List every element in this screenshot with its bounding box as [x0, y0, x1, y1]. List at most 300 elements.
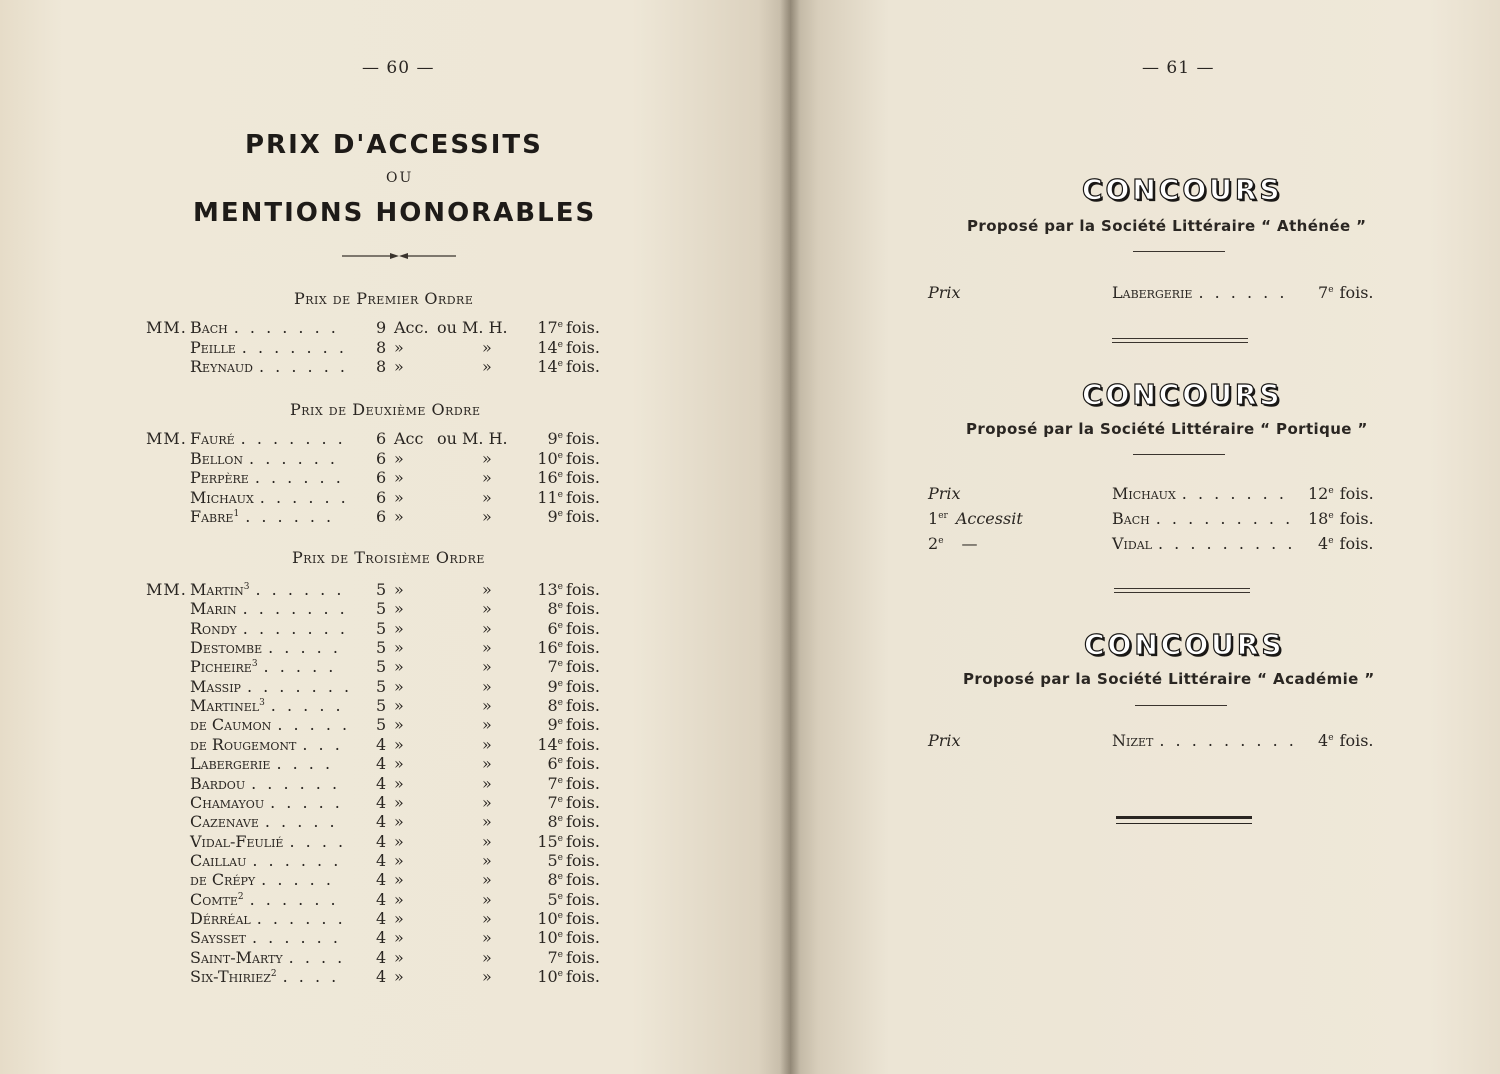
mention-label: » — [482, 908, 492, 928]
leader-dots: . . . . . . . . . — [1155, 509, 1294, 528]
times-count — [547, 870, 563, 889]
fois-label: fois. — [566, 812, 600, 832]
ordinal-suffix: e — [557, 717, 563, 728]
page-number-right: — 61 — — [1142, 58, 1215, 78]
ordinal-suffix: e — [557, 470, 563, 480]
leader-dots: . . . . . . . — [241, 337, 347, 357]
award-rank: 1 — [928, 509, 939, 528]
times-count — [547, 851, 563, 870]
ordinal-suffix: e — [557, 601, 563, 612]
times-count — [537, 909, 563, 928]
accessit-label: » — [394, 947, 404, 967]
table-row — [190, 948, 610, 968]
short-rule — [1133, 251, 1225, 252]
times-count — [547, 812, 563, 831]
times-count — [547, 793, 563, 812]
times-number: 9 — [547, 676, 558, 696]
concours-title: CONCOURS — [1082, 173, 1283, 206]
leader-dots: . . . . . . . — [240, 429, 346, 448]
mention-label: » — [482, 831, 492, 851]
fois-label: fois. — [566, 468, 600, 487]
accessit-label: » — [394, 580, 404, 599]
times-count — [537, 468, 563, 487]
ordinal-suffix: e — [557, 582, 563, 592]
leader-dots: . . . . . . — [245, 507, 335, 526]
fois-label: fois. — [566, 715, 600, 735]
times-count — [537, 928, 563, 947]
times-number: 10 — [537, 908, 558, 928]
person-name: Labergerie — [190, 754, 271, 774]
accessit-count: 4 — [376, 908, 387, 928]
accessit-count: 8 — [376, 337, 387, 357]
table-row — [190, 793, 610, 813]
times-number: 4 — [1318, 731, 1329, 750]
table-row — [190, 696, 610, 716]
accessit-label: » — [394, 850, 404, 870]
accessit-count: 5 — [376, 618, 387, 638]
section-heading-troisieme-ordre: Prix de Troisième Ordre — [292, 548, 485, 567]
fois-label: fois. — [566, 773, 600, 793]
section-heading-deuxieme-ordre: Prix de Deuxième Ordre — [290, 400, 481, 419]
person-name: Fabre — [190, 507, 234, 526]
accessit-count: 4 — [376, 928, 387, 948]
laureate-surname: Michaux — [1112, 484, 1176, 503]
accessit-label: » — [394, 812, 404, 832]
fois-label: fois. — [566, 947, 600, 967]
accessit-label: » — [394, 908, 404, 928]
times-count — [537, 449, 563, 468]
accessit-count: 5 — [376, 638, 387, 658]
ordinal-suffix: e — [557, 320, 563, 330]
person-name: Bellon — [190, 448, 244, 468]
person-name: Comte — [190, 889, 238, 909]
person-name: de Crépy — [190, 870, 256, 890]
ordinal-suffix: e — [557, 949, 563, 960]
times-number: 7 — [547, 792, 558, 812]
times-count — [547, 890, 563, 909]
fois-label: fois. — [1339, 534, 1374, 553]
person-name: Rondy — [190, 618, 237, 638]
accessit-label: » — [394, 337, 404, 357]
times-count — [547, 754, 563, 773]
mm-prefix: MM. — [146, 429, 187, 448]
mention-label: » — [482, 928, 492, 948]
accessit-count: 5 — [376, 580, 387, 599]
footnote-marker: 3 — [251, 659, 258, 670]
accessit-count: 4 — [376, 734, 387, 754]
accessit-count: 4 — [376, 967, 387, 986]
concours-title: CONCOURS — [1084, 628, 1285, 661]
times-number: 14 — [537, 734, 558, 754]
times-number: 10 — [537, 448, 558, 468]
accessit-count: 4 — [376, 947, 387, 967]
accessit-label: » — [394, 831, 404, 851]
times-number: 15 — [537, 831, 558, 851]
leader-dots: . . . . . . . — [246, 676, 353, 696]
ordinal-suffix: e — [557, 509, 563, 519]
award-row — [928, 731, 1398, 753]
ordinal-suffix: e — [557, 891, 563, 902]
accessit-label: Acc. — [394, 318, 429, 337]
times-number: 17 — [537, 318, 558, 337]
times-number: 7 — [547, 947, 558, 967]
person-name: Martin — [190, 580, 244, 599]
accessit-label: » — [394, 357, 404, 376]
times-count — [547, 619, 563, 638]
mention-label: » — [482, 870, 492, 890]
table-row — [190, 967, 610, 987]
concours-proposed-by: Proposé par la Société Littéraire “ Athénée ” — [967, 217, 1367, 235]
person-name: Fauré — [190, 429, 235, 448]
table-row — [190, 832, 610, 852]
fois-label: fois. — [566, 889, 600, 909]
name-with-footnote — [190, 967, 277, 986]
right-page — [790, 0, 1500, 1074]
leader-dots: . . . . . . — [259, 487, 349, 507]
table-row — [190, 318, 610, 338]
fois-label: fois. — [566, 831, 600, 851]
award-label — [928, 509, 1023, 528]
mention-label: » — [482, 580, 492, 599]
footnote-marker: 3 — [243, 582, 250, 592]
fois-label: fois. — [566, 967, 600, 986]
accessit-label: » — [394, 773, 404, 793]
person-name: Martinel — [190, 696, 260, 716]
table-row — [190, 774, 610, 794]
ordinal-suffix: e — [557, 489, 563, 500]
title-prix-accessits: PRIX D'ACCESSITS — [245, 130, 543, 160]
table-row — [190, 619, 610, 639]
times-number: 9 — [547, 715, 558, 735]
fois-label: fois. — [566, 337, 600, 357]
leader-dots: . . . . . . . . . — [1159, 731, 1297, 750]
award-rank: Prix — [928, 484, 961, 503]
leader-dots: . . . . . — [261, 870, 334, 890]
leader-dots: . . . . . . . — [242, 618, 348, 638]
times-number: 10 — [537, 928, 558, 948]
accessit-label: » — [394, 870, 404, 890]
ordinal-suffix: e — [557, 659, 563, 670]
accessit-label: » — [394, 792, 404, 812]
times-number: 14 — [537, 337, 558, 357]
ordinal-suffix: e — [557, 698, 563, 709]
leader-dots: . . . . . . — [249, 448, 338, 468]
person-name: Perpère — [190, 468, 249, 487]
person-name: Vidal-Feulié — [190, 831, 284, 851]
leader-dots: . . . . . . . — [1181, 484, 1287, 503]
person-name: Cazenave — [190, 812, 259, 832]
fois-label: fois. — [566, 792, 600, 812]
leader-dots: . . . . . . — [256, 908, 346, 928]
accessit-label: » — [394, 618, 404, 638]
accessit-label: » — [394, 468, 404, 487]
ordinal-suffix: e — [557, 620, 563, 631]
times-count — [537, 338, 563, 357]
table-row — [190, 851, 610, 871]
table-row — [190, 928, 610, 948]
accessit-label: » — [394, 448, 404, 468]
double-rule — [1112, 338, 1248, 343]
times-count — [1318, 534, 1373, 553]
leader-dots: . . . . — [288, 947, 346, 967]
times-count — [537, 638, 563, 657]
fois-label: fois. — [566, 657, 600, 677]
concours-title: CONCOURS — [1082, 378, 1283, 411]
person-name: Bardou — [190, 773, 246, 793]
ordinal-suffix: e — [557, 814, 563, 825]
mention-label: » — [482, 507, 492, 526]
ordinal-suffix: e — [1328, 511, 1334, 521]
ordinal-suffix: e — [557, 930, 563, 941]
times-count — [537, 357, 563, 376]
times-number: 5 — [547, 850, 558, 870]
footnote-marker: 3 — [259, 698, 265, 709]
table-row — [190, 657, 610, 677]
award-rank: 2 — [928, 534, 939, 553]
page-number-left: — 60 — — [362, 58, 435, 78]
times-count — [547, 657, 563, 676]
mention-label: » — [482, 889, 492, 909]
award-row — [928, 283, 1398, 305]
fois-label: fois. — [566, 318, 600, 337]
times-number: 12 — [1308, 484, 1329, 503]
table-row — [190, 468, 610, 488]
ordinal-suffix: e — [557, 910, 563, 921]
mention-label: » — [482, 850, 492, 870]
times-number: 18 — [1308, 509, 1329, 528]
fois-label: fois. — [566, 850, 600, 870]
accessit-count: 4 — [376, 754, 387, 774]
leader-dots: . . . . . . — [251, 773, 341, 793]
mention-label: » — [482, 754, 492, 774]
name-with-footnote — [190, 696, 265, 715]
leader-dots: . . . . . . . . . — [1157, 534, 1296, 553]
accessit-count: 5 — [376, 599, 387, 619]
leader-dots: . . . . . . — [255, 580, 345, 599]
person-name: Dérréal — [190, 908, 251, 928]
award-label — [928, 283, 961, 302]
times-count — [537, 832, 563, 851]
person-name: Bach — [190, 318, 228, 337]
leader-dots: . . . . . . — [254, 468, 344, 487]
short-rule — [1133, 454, 1225, 455]
person-name: de Caumon — [190, 715, 272, 735]
times-number: 6 — [547, 754, 558, 774]
table-row — [190, 507, 610, 527]
times-count — [1318, 731, 1373, 750]
ordinal-suffix: e — [557, 833, 563, 844]
award-label — [928, 731, 961, 750]
ordinal-suffix: e — [557, 756, 563, 767]
mention-label: » — [482, 337, 492, 357]
name-with-footnote — [190, 890, 244, 909]
person-name: Picheire — [190, 657, 252, 677]
person-name: de Rougemont — [190, 734, 297, 754]
mention-label: » — [482, 487, 492, 507]
fois-label: fois. — [1339, 283, 1374, 302]
fois-label: fois. — [566, 599, 600, 619]
accessit-count: 4 — [376, 812, 387, 832]
times-number: 6 — [547, 618, 558, 638]
laureate-surname: Bach — [1112, 509, 1150, 528]
fois-label: fois. — [566, 676, 600, 696]
accessit-label: » — [394, 967, 404, 986]
accessit-label: » — [394, 487, 404, 507]
accessit-count: 6 — [376, 507, 387, 526]
table-row — [190, 580, 610, 600]
times-count — [547, 774, 563, 793]
times-count — [537, 735, 563, 754]
leader-dots: . . . . — [282, 967, 340, 986]
mention-label: » — [482, 734, 492, 754]
times-count — [547, 677, 563, 696]
fois-label: fois. — [566, 734, 600, 754]
fois-label: fois. — [566, 908, 600, 928]
accessit-count: 4 — [376, 889, 387, 909]
leader-dots: . . . . . . — [259, 357, 348, 376]
award-rank: Prix — [928, 731, 961, 750]
laureate-surname: Vidal — [1112, 534, 1152, 553]
times-number: 9 — [547, 429, 558, 448]
accessit-count: 4 — [376, 870, 387, 890]
ordinal-suffix: e — [1328, 536, 1334, 546]
times-number: 7 — [547, 657, 558, 677]
accessit-count: 6 — [376, 448, 387, 468]
ordinal-suffix: e — [557, 775, 563, 786]
ordinal-suffix: e — [557, 339, 563, 350]
times-count — [1308, 484, 1374, 503]
times-number: 7 — [547, 773, 558, 793]
award-row — [928, 509, 1398, 531]
ordinal-suffix: e — [557, 678, 563, 689]
leader-dots: . . . — [302, 734, 343, 754]
accessit-label: » — [394, 676, 404, 696]
mm-prefix: MM. — [146, 580, 187, 599]
book-gutter — [780, 0, 800, 1074]
accessit-count: 4 — [376, 850, 387, 870]
person-name: Saysset — [190, 928, 246, 948]
times-number: 14 — [537, 357, 558, 376]
fois-label: fois. — [566, 618, 600, 638]
times-number: 9 — [547, 507, 558, 526]
award-type: — — [961, 534, 978, 553]
mention-label: ou M. H. — [437, 318, 508, 337]
mention-label: » — [482, 967, 492, 986]
ordinal-suffix: e — [557, 450, 563, 461]
ordinal-suffix: e — [1328, 733, 1334, 743]
award-rank: Prix — [928, 283, 961, 302]
accessit-count: 5 — [376, 657, 387, 677]
accessit-label: Acc — [394, 429, 424, 448]
person-name: Michaux — [190, 487, 254, 507]
award-rank-suffix: e — [938, 536, 944, 546]
accessit-label: » — [394, 754, 404, 774]
accessit-count: 4 — [376, 792, 387, 812]
ordinal-suffix: e — [557, 969, 563, 979]
table-row — [190, 715, 610, 735]
person-name: Reynaud — [190, 357, 253, 376]
mention-label: » — [482, 676, 492, 696]
times-count — [547, 696, 563, 715]
person-name: Chamayou — [190, 792, 265, 812]
double-rule — [1114, 588, 1250, 593]
mention-label: ou M. H. — [437, 429, 508, 448]
fois-label: fois. — [566, 507, 600, 526]
footnote-marker: 1 — [233, 509, 240, 519]
ornament-rule — [342, 244, 456, 248]
leader-dots: . . . . — [289, 831, 347, 851]
table-row — [190, 735, 610, 755]
accessit-count: 4 — [376, 831, 387, 851]
accessit-label: » — [394, 507, 404, 526]
times-count — [537, 318, 563, 337]
leader-dots: . . . . . — [264, 812, 338, 832]
times-number: 7 — [1318, 283, 1329, 302]
accessit-label: » — [394, 928, 404, 948]
accessit-label: » — [394, 889, 404, 909]
laureate-name — [1112, 283, 1287, 302]
ordinal-suffix: e — [557, 736, 563, 747]
award-type: Accessit — [955, 509, 1023, 528]
table-row — [190, 599, 610, 619]
concours-proposed-by: Proposé par la Société Littéraire “ Académie ” — [963, 670, 1375, 688]
times-number: 8 — [547, 599, 558, 619]
footnote-marker: 2 — [270, 969, 277, 979]
mention-label: » — [482, 773, 492, 793]
fois-label: fois. — [566, 638, 600, 658]
table-row — [190, 357, 610, 377]
fois-label: fois. — [566, 754, 600, 774]
name-with-footnote — [190, 580, 249, 599]
laureate-surname: Nizet — [1112, 731, 1154, 750]
mention-label: » — [482, 599, 492, 619]
person-name: Destombe — [190, 638, 263, 658]
table-row — [190, 449, 610, 469]
table-row — [190, 338, 610, 358]
accessit-count: 6 — [376, 429, 387, 448]
leader-dots: . . . . — [276, 754, 334, 774]
times-number: 8 — [547, 812, 558, 832]
accessit-count: 6 — [376, 468, 387, 487]
table-row — [190, 812, 610, 832]
times-count — [1308, 509, 1374, 528]
times-number: 16 — [537, 468, 558, 487]
accessit-label: » — [394, 715, 404, 735]
ordinal-suffix: e — [557, 872, 563, 883]
laureate-name — [1112, 731, 1297, 750]
times-count — [547, 429, 563, 448]
accessit-count: 6 — [376, 487, 387, 507]
times-count — [547, 715, 563, 734]
mm-prefix: MM. — [146, 318, 187, 337]
times-count — [547, 599, 563, 618]
accessit-count: 9 — [376, 318, 387, 337]
person-name: Marin — [190, 599, 237, 619]
concours-proposed-by: Proposé par la Société Littéraire “ Portique ” — [966, 420, 1368, 438]
mention-label: » — [482, 696, 492, 716]
laureate-name — [1112, 534, 1295, 553]
table-row — [190, 488, 610, 508]
leader-dots: . . . . . . — [249, 889, 339, 909]
leader-dots: . . . . . . . — [233, 318, 339, 337]
ordinal-suffix: e — [557, 794, 563, 805]
fois-label: fois. — [566, 580, 600, 599]
name-with-footnote — [190, 507, 239, 526]
accessit-count: 8 — [376, 357, 387, 376]
times-number: 5 — [547, 889, 558, 909]
ordinal-suffix: e — [557, 640, 563, 651]
table-row — [190, 890, 610, 910]
